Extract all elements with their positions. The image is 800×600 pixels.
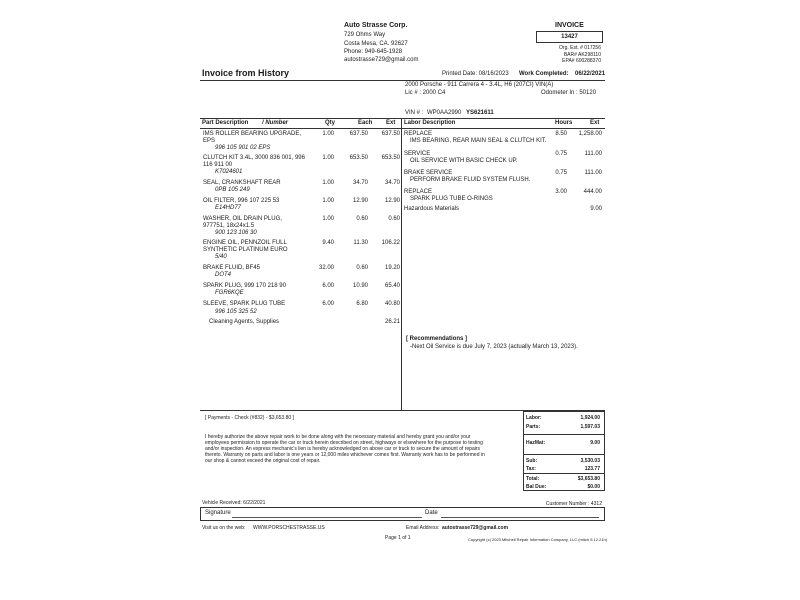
part-price: 11.30 (353, 240, 368, 246)
totals-bal-due-value: $0.00 (587, 484, 600, 490)
title-divider (200, 80, 605, 81)
company-email: autostrasse729@gmail.com (344, 57, 419, 63)
part-ext: 34.70 (384, 180, 400, 186)
labor-hours: 3.00 (555, 189, 567, 195)
labor-title: BRAKE SERVICE (404, 170, 453, 176)
labor-ext: 111.00 (584, 151, 602, 157)
part-number: K7024601 (215, 169, 243, 175)
vehicle-license: Lic # : 2000 C4 (405, 90, 446, 96)
odometer-in: Odometer In : 50120 (541, 90, 597, 96)
part-description: SEAL, CRANKSHAFT REAR (203, 180, 281, 186)
part-qty: 1.00 (322, 131, 334, 137)
labor-title: REPLACE (404, 131, 433, 137)
company-address-line1: 729 Ohms Way (344, 32, 386, 38)
labor-hours: 8.50 (555, 131, 567, 137)
company-phone: Phone: 949-645-1928 (344, 49, 403, 55)
parts-header-ext: Ext (386, 120, 396, 126)
payments-line: [ Payments - Check (#832) - $3,653.80 ] (205, 415, 294, 421)
date-line[interactable] (441, 517, 599, 518)
totals-sub-value: 3,530.03 (580, 458, 600, 464)
vin-label: VIN # : (405, 110, 424, 116)
part-price: 10.90 (352, 283, 368, 289)
page-number: Page 1 of 1 (385, 535, 411, 541)
labor-header-ext: Ext (590, 120, 600, 126)
totals-hazmat-label: HazMat: (526, 440, 546, 446)
part-ext: 65.40 (384, 283, 400, 289)
company-address-line2: Costa Mesa, CA. 92627 (344, 41, 408, 47)
part-description: SPARK PLUG, 999 170 218 90 (203, 283, 286, 289)
part-number: 900 123 106 30 (215, 230, 257, 236)
work-completed-label: Work Completed: (519, 71, 569, 77)
part-number: E14HD77 (215, 205, 242, 211)
recommendations-title: [ Recommendations ] (406, 336, 468, 342)
customer-number: Customer Number : 4312 (545, 501, 602, 507)
part-description-line2: 116 911 00 (203, 162, 233, 168)
labor-detail: PERFORM BRAKE FLUID SYSTEM FLUSH. (410, 177, 531, 183)
part-description: BRAKE FLUID, BF45 (203, 265, 261, 271)
totals-divider-3 (523, 473, 605, 474)
supplies-ext: 26.21 (384, 319, 400, 325)
invoice-number-box (536, 31, 603, 43)
authorization-line: thereto. Warranty on parts and labor is one years or 12,000 miles whichever comes first. Warranty work has to be performed in (205, 452, 485, 458)
labor-title: REPLACE (404, 189, 433, 195)
vin-part-b: YS621611 (466, 110, 494, 116)
labor-detail: OIL SERVICE WITH BASIC CHECK UP. (410, 158, 518, 164)
part-price: 653.50 (349, 155, 368, 161)
hazardous-materials-label: Hazardous Materials (404, 206, 460, 212)
hazardous-materials-ext: 9.00 (590, 206, 602, 212)
part-number: 5/40 (215, 254, 227, 260)
table-top-border (200, 118, 605, 119)
labor-title: SERVICE (404, 151, 431, 157)
supplies-label: Cleaning Agents, Supplies (209, 319, 280, 325)
part-qty: 9.40 (322, 240, 334, 246)
labor-ext: 444.00 (583, 189, 602, 195)
part-price: 12.90 (352, 198, 368, 204)
part-ext: 0.60 (388, 216, 400, 222)
totals-divider-1 (523, 434, 605, 435)
part-description-line2: SYNTHETIC PLATINUM EURO (203, 247, 288, 253)
totals-labor-label: Labor: (526, 415, 542, 421)
vehicle-description: 2000 Porsche - 911 Carrera 4 - 3.4L, H6 (207CI) VIN(A) (405, 82, 554, 88)
signature-box (200, 507, 605, 521)
copyright: Copyright (c) 2023 Mitchell Repair Information Company, LLC (mitch 5.12.21h) (468, 537, 608, 542)
totals-divider-2 (523, 454, 605, 455)
bar-number: BAR# AK298110 (563, 52, 601, 58)
totals-parts-label: Parts: (526, 424, 541, 430)
part-qty: 6.00 (322, 301, 334, 307)
vehicle-received: Vehicle Received: 6/22/2021 (202, 500, 266, 506)
totals-total-value: $3,653.80 (577, 476, 600, 482)
totals-tax-value: 123.77 (584, 466, 600, 472)
visit-label: Visit us on the web: (202, 525, 246, 531)
work-completed-date: 06/22/2021 (575, 71, 606, 77)
part-ext: 106.22 (381, 240, 400, 246)
part-number: 996 105 325 52 (215, 309, 257, 315)
labor-ext: 1,258.00 (578, 131, 602, 137)
epa-number: EPA# 600288370 (562, 58, 601, 64)
totals-tax-label: Tax: (526, 466, 536, 472)
table-header-divider (200, 128, 605, 129)
labor-header-description: Labor Description (404, 120, 456, 126)
authorization-line: I hereby authorize the above repair work to be done along with the necessary material and hereby grant you and/or your (205, 434, 471, 440)
website-link[interactable]: WWW.PORSCHESTRASSE.US (253, 525, 325, 531)
signature-line[interactable] (232, 517, 422, 518)
part-qty: 1.00 (322, 216, 334, 222)
authorization-line: and/or inspection. An express mechanic's lien is hereby acknowledged on above car or truck to secure the amount of repairs (205, 446, 480, 452)
authorization-line: employees permission to operate the car or truck herein described on street, highways or elsewhere for the purpose to testing (205, 440, 483, 446)
parts-header-each: Each (358, 120, 373, 126)
totals-hazmat-value: 9.00 (590, 440, 600, 446)
part-description: SLEEVE, SPARK PLUG TUBE (203, 301, 286, 307)
authorization-line: our shop & cannot exceed the original cost of repair. (205, 458, 321, 464)
part-qty: 32.00 (318, 265, 334, 271)
labor-hours: 0.75 (555, 151, 567, 157)
totals-sub-label: Sub: (526, 458, 538, 464)
totals-bal-due-label: Bal Due: (526, 484, 547, 490)
parts-labor-divider (401, 118, 402, 410)
part-description-line2: 977751, 18x24x1.5 (203, 223, 255, 229)
totals-labor-value: 1,924.00 (580, 415, 600, 421)
printed-date: Printed Date: 08/16/2023 (442, 71, 509, 77)
part-price: 34.70 (352, 180, 368, 186)
part-ext: 653.50 (381, 155, 400, 161)
parts-header-number: / Number (262, 120, 289, 126)
part-qty: 1.00 (322, 180, 334, 186)
totals-total-label: Total: (526, 476, 540, 482)
labor-detail: IMS BEARING, REAR MAIN SEAL & CLUTCH KIT. (410, 138, 547, 144)
part-qty: 1.00 (322, 198, 334, 204)
part-qty: 6.00 (322, 283, 334, 289)
part-price: 0.60 (356, 265, 368, 271)
part-description: IMS ROLLER BEARING UPGRADE, (203, 131, 302, 137)
signature-label: Signature (205, 510, 231, 516)
invoice-number: 13427 (561, 34, 578, 40)
email-label: Email Address: (406, 525, 440, 531)
part-price: 637.50 (349, 131, 368, 137)
part-description: ENGINE OIL, PENNZOIL FULL (203, 240, 287, 246)
page-title: Invoice from History (202, 68, 290, 78)
part-ext: 40.80 (384, 301, 400, 307)
email-link[interactable]: autostrasse729@gmail.com (442, 525, 509, 531)
labor-ext: 111.00 (584, 170, 602, 176)
part-number: DOT4 (215, 272, 232, 278)
invoice-label: INVOICE (555, 22, 584, 29)
part-description-line2: EPS (203, 138, 216, 144)
labor-detail: SPARK PLUG TUBE O-RINGS (410, 196, 493, 202)
org-est-number: Org. Est. # 017256 (559, 45, 601, 51)
part-number: 996 105 901 02 EPS (215, 145, 271, 151)
part-description: OIL FILTER, 996 107 225 53 (203, 198, 280, 204)
date-label: Date (425, 510, 438, 516)
part-qty: 1.00 (322, 155, 334, 161)
part-description: WASHER, OIL DRAIN PLUG, (203, 216, 282, 222)
part-description: CLUTCH KIT 3.4L, 3000 836 001, 996 (203, 155, 305, 161)
part-price: 0.60 (356, 216, 368, 222)
part-price: 6.80 (356, 301, 368, 307)
labor-header-hours: Hours (555, 120, 573, 126)
part-number: 0PB 105 249 (215, 187, 250, 193)
part-ext: 19.20 (384, 265, 400, 271)
labor-hours: 0.75 (555, 170, 567, 176)
parts-header-description: Part Description (202, 120, 249, 126)
part-number: FGR6KQE (215, 290, 244, 296)
totals-parts-value: 1,597.03 (580, 424, 600, 430)
recommendations-text: -Next Oil Service is due July 7, 2023 (actually March 13, 2023). (410, 344, 578, 350)
parts-header-qty: Qty (325, 120, 336, 126)
vin-part-a: WP0AA2990 (427, 110, 462, 116)
part-ext: 12.90 (384, 198, 400, 204)
company-name: Auto Strasse Corp. (344, 22, 408, 29)
part-ext: 637.50 (381, 131, 400, 137)
